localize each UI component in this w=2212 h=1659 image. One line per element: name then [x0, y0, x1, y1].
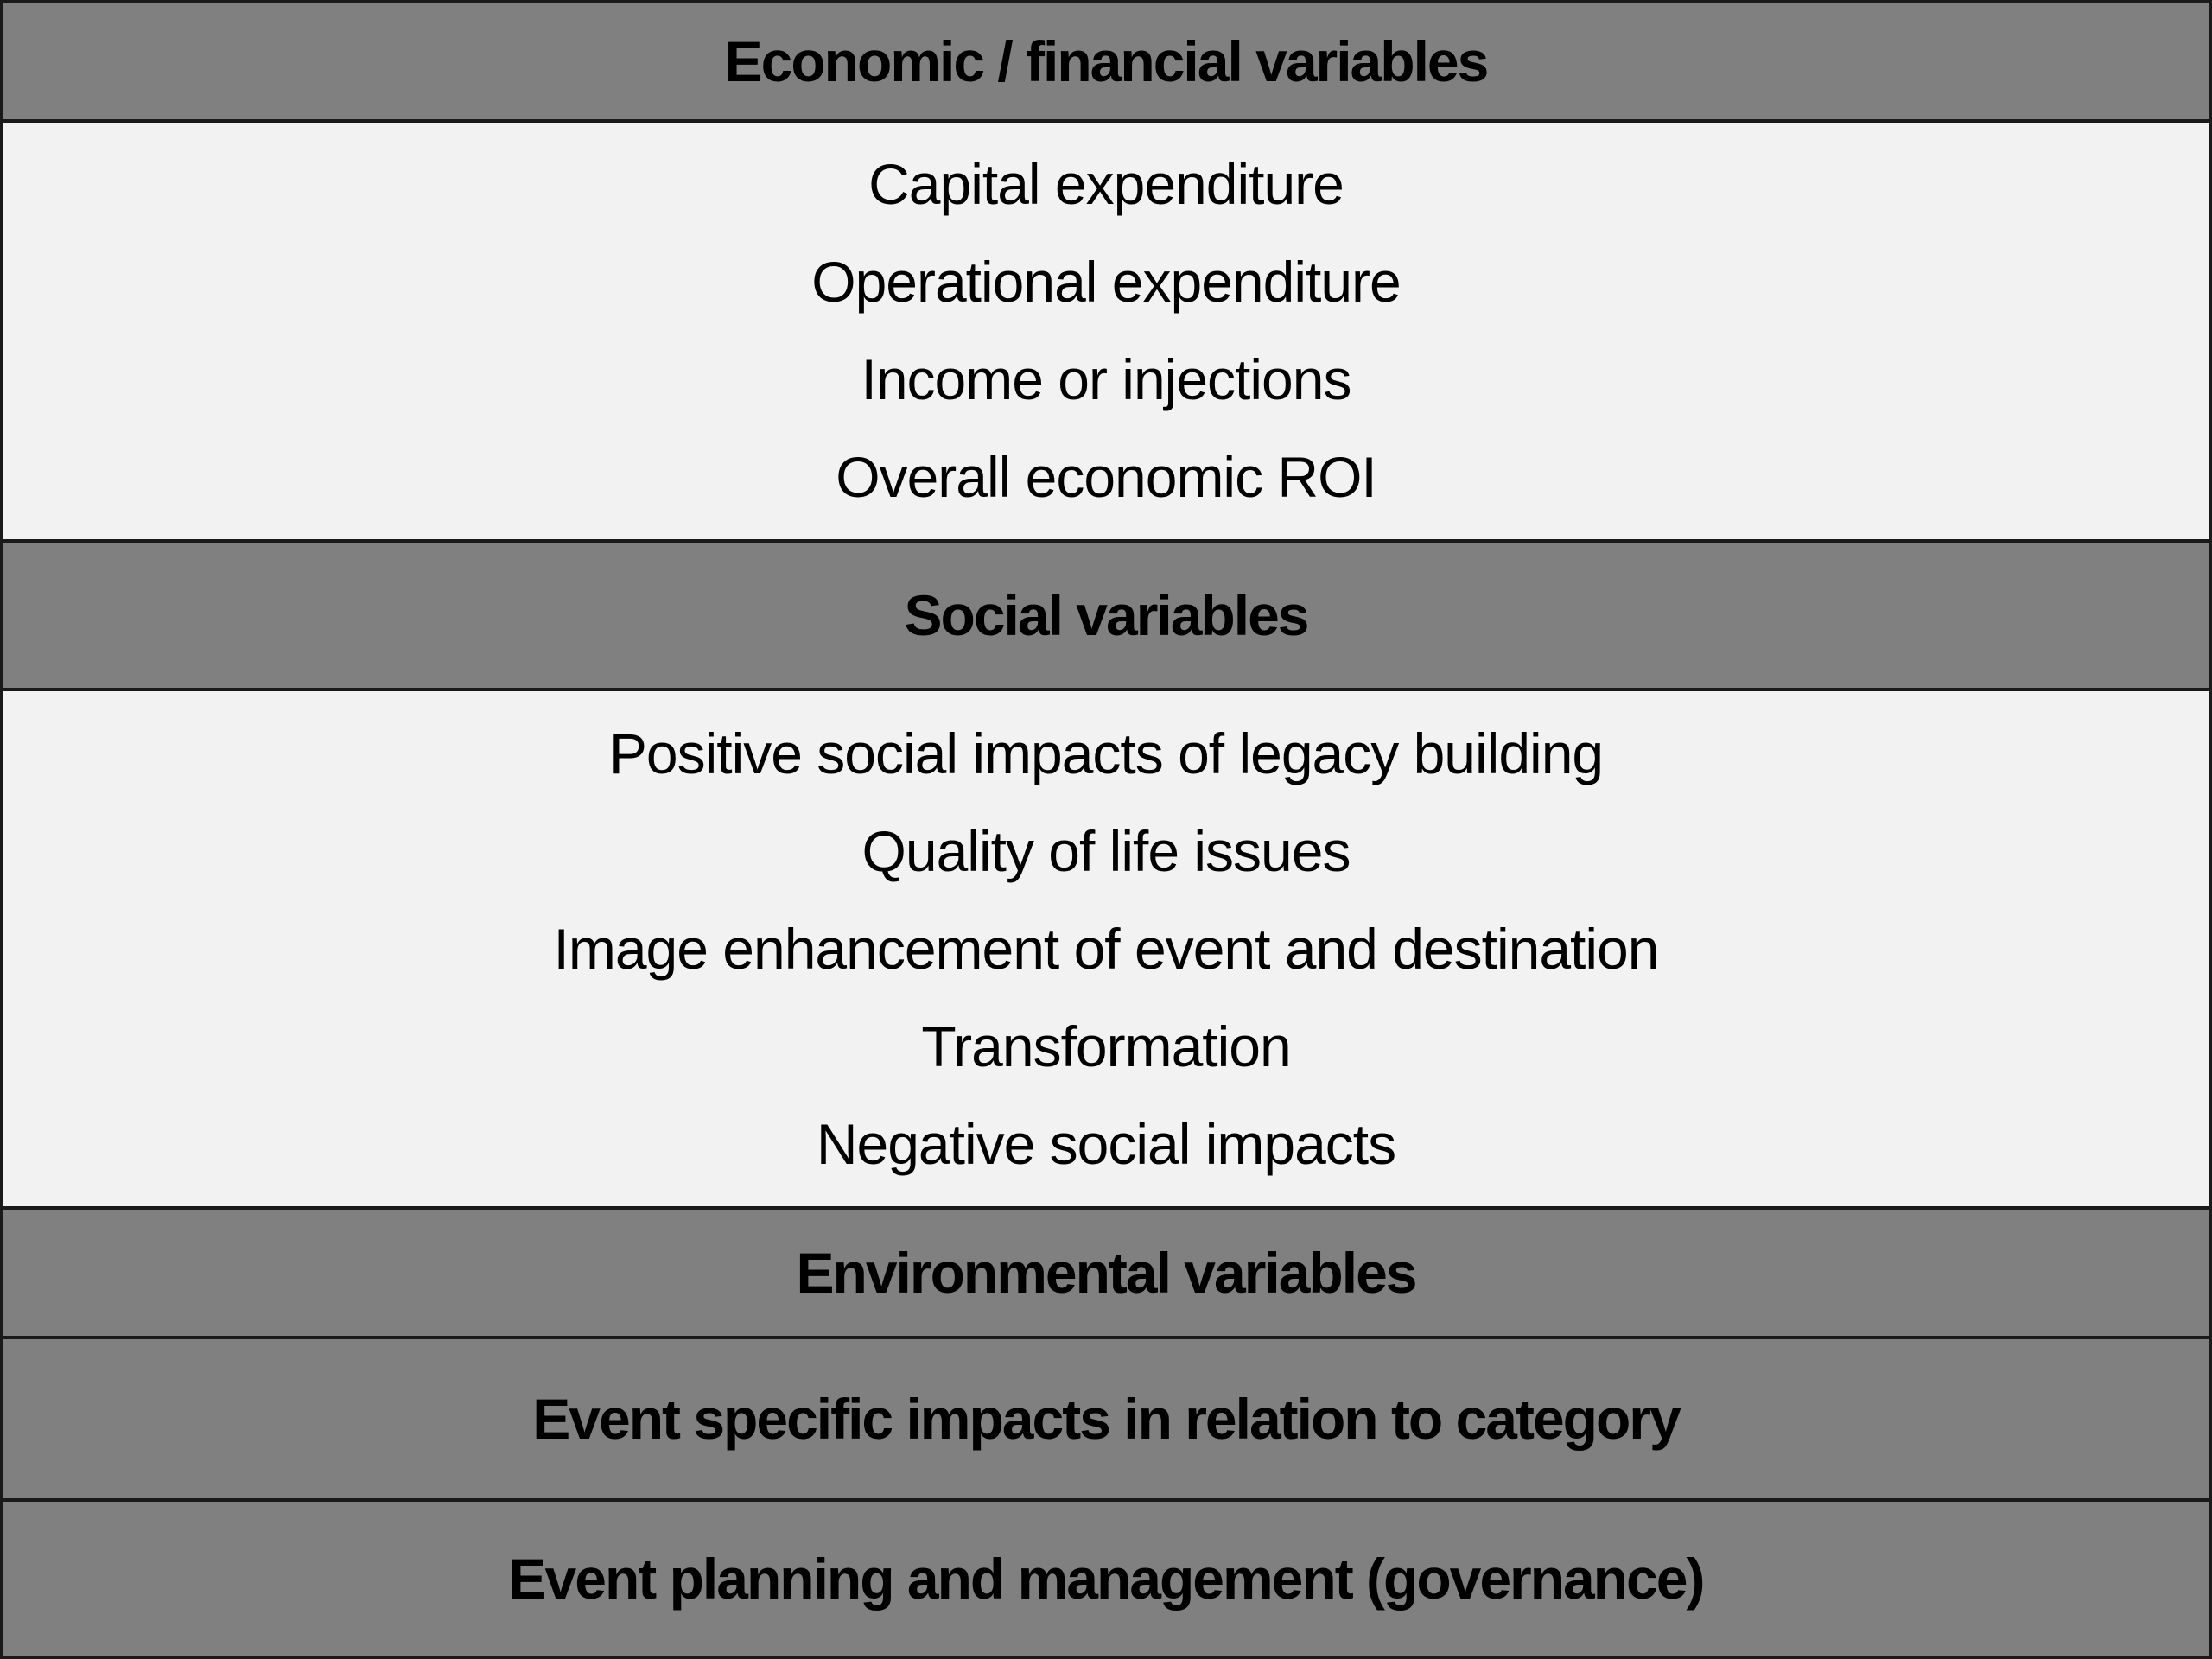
social-title: Social variables	[904, 583, 1308, 647]
environmental-title: Environmental variables	[796, 1241, 1416, 1305]
list-item: Overall economic ROI	[836, 445, 1376, 509]
social-items	[3, 691, 2209, 1206]
economic-header	[3, 3, 2209, 119]
planning-header	[3, 1502, 2209, 1656]
list-item: Negative social impacts	[816, 1111, 1396, 1176]
list-item: Operational expenditure	[811, 250, 1401, 314]
list-item: Image enhancement of event and destination	[553, 916, 1659, 981]
economic-title: Economic / financial variables	[724, 29, 1488, 93]
list-item: Income or injections	[861, 347, 1351, 411]
list-item: Capital expenditure	[868, 152, 1344, 216]
event-specific-header	[3, 1339, 2209, 1498]
economic-items	[3, 123, 2209, 539]
list-item: Quality of life issues	[861, 818, 1351, 883]
list-item: Positive social impacts of legacy building	[608, 721, 1604, 785]
environmental-header	[3, 1210, 2209, 1336]
list-item: Transformation	[921, 1014, 1291, 1078]
social-header	[3, 543, 2209, 688]
planning-title: Event planning and management (governance)	[508, 1547, 1704, 1611]
event-specific-title: Event specific impacts in relation to category	[532, 1387, 1680, 1451]
